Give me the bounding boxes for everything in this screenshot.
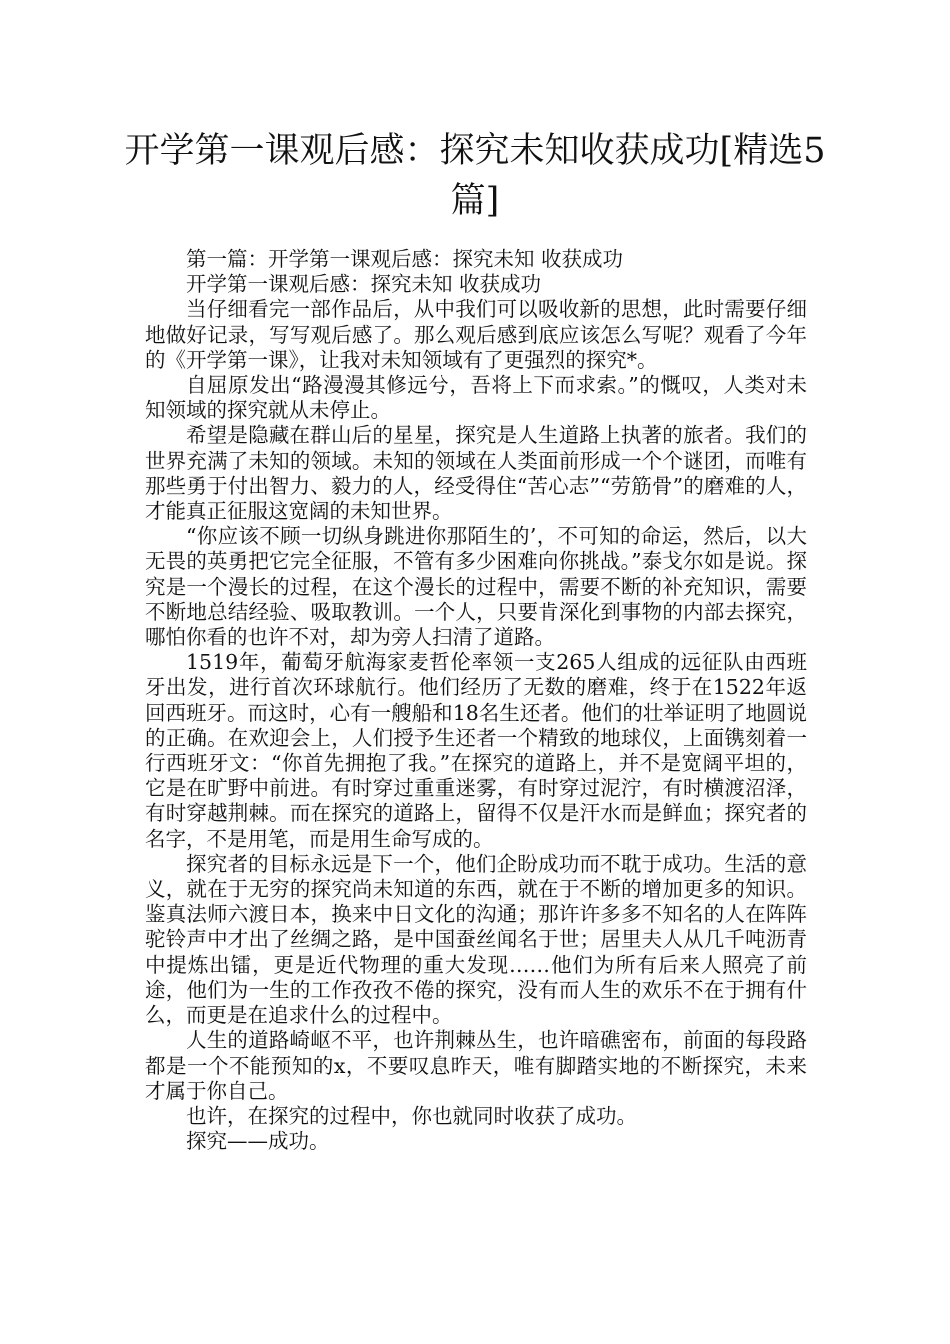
paragraph: 当仔细看完一部作品后，从中我们可以吸收新的思想，此时需要仔细地做好记录，写写观后感了。那么观后感到底应该怎么写呢？观看了今年的《开学第一课》，让我对未知领域有了更强烈的探究*。 [145,297,807,372]
paragraph: 探究者的目标永远是下一个，他们企盼成功而不耽于成功。生活的意义，就在于无穷的探究尚未知道的东西，就在于不断的增加更多的知识。鉴真法师六渡日本，换来中日文化的沟通；那许许多多不知名的人在阵阵驼铃声中才出了丝绸之路，是中国蚕丝闻名于世；居里夫人从几千吨沥青中提炼出镭，更是近代物理的重大发现……他们为所有后来人照亮了前途，他们为一生的工作孜孜不倦的探究，没有而人生的欢乐不在于拥有什么，而更是在追求什么的过程中。 [145,851,807,1028]
paragraph-chapter-heading: 第一篇：开学第一课观后感：探究未知 收获成功 [186,247,624,271]
paragraph: 希望是隐藏在群山后的星星，探究是人生道路上执著的旅者。我们的世界充满了未知的领域。未知的领域在人类面前形成一个个谜团，而唯有那些勇于付出智力、毅力的人，经受得住“苦心志”“劳筋骨”的磨难的人，才能真正征服这宽阔的未知世界。 [145,423,807,524]
paragraph: 人生的道路崎岖不平，也许荆棘丛生，也许暗礁密布，前面的每段路都是一个不能预知的x，不要叹息昨天，唯有脚踏实地的不断探究，未来才属于你自己。 [145,1028,807,1103]
paragraph: “你应该不顾一切纵身跳进你那陌生的’，不可知的命运，然后，以大无畏的英勇把它完全征服，不管有多少困难向你挑战。”泰戈尔如是说。探究是一个漫长的过程，在这个漫长的过程中，需要不断的补充知识，需要不断地总结经验、吸取教训。一个人，只要肯深化到事物的内部去探究，哪怕你看的也许不对，却为旁人扫清了道路。 [145,524,807,650]
paragraph: 也许，在探究的过程中，你也就同时收获了成功。 [186,1103,637,1128]
paragraph: 1519年，葡萄牙航海家麦哲伦率领一支265人组成的远征队由西班牙出发，进行首次环球航行。他们经历了无数的磨难，终于在1522年返回西班牙。而这时，心有一艘船和18名生还者。他们的壮举证明了地圆说的正确。在欢迎会上，人们授予生还者一个精致的地球仪，上面镌刻着一行西班牙文：“你首先拥抱了我。”在探究的道路上，并不是宽阔平坦的，它是在旷野中前进。有时穿过重重迷雾，有时穿过泥泞，有时横渡沼泽，有时穿越荆棘。而在探究的道路上，留得不仅是汗水而是鲜血；探究者的名字，不是用笔，而是用生命写成的。 [145,650,807,851]
paragraph: 自屈原发出“路漫漫其修远兮，吾将上下而求索。”的慨叹，人类对未知领域的探究就从未停止。 [145,373,807,423]
document-body [145,247,807,1154]
document-title: 开学第一课观后感：探究未知收获成功[精选5篇] [124,131,826,221]
paragraph: 探究——成功。 [186,1129,330,1154]
paragraph-subtitle: 开学第一课观后感：探究未知 收获成功 [186,272,542,297]
